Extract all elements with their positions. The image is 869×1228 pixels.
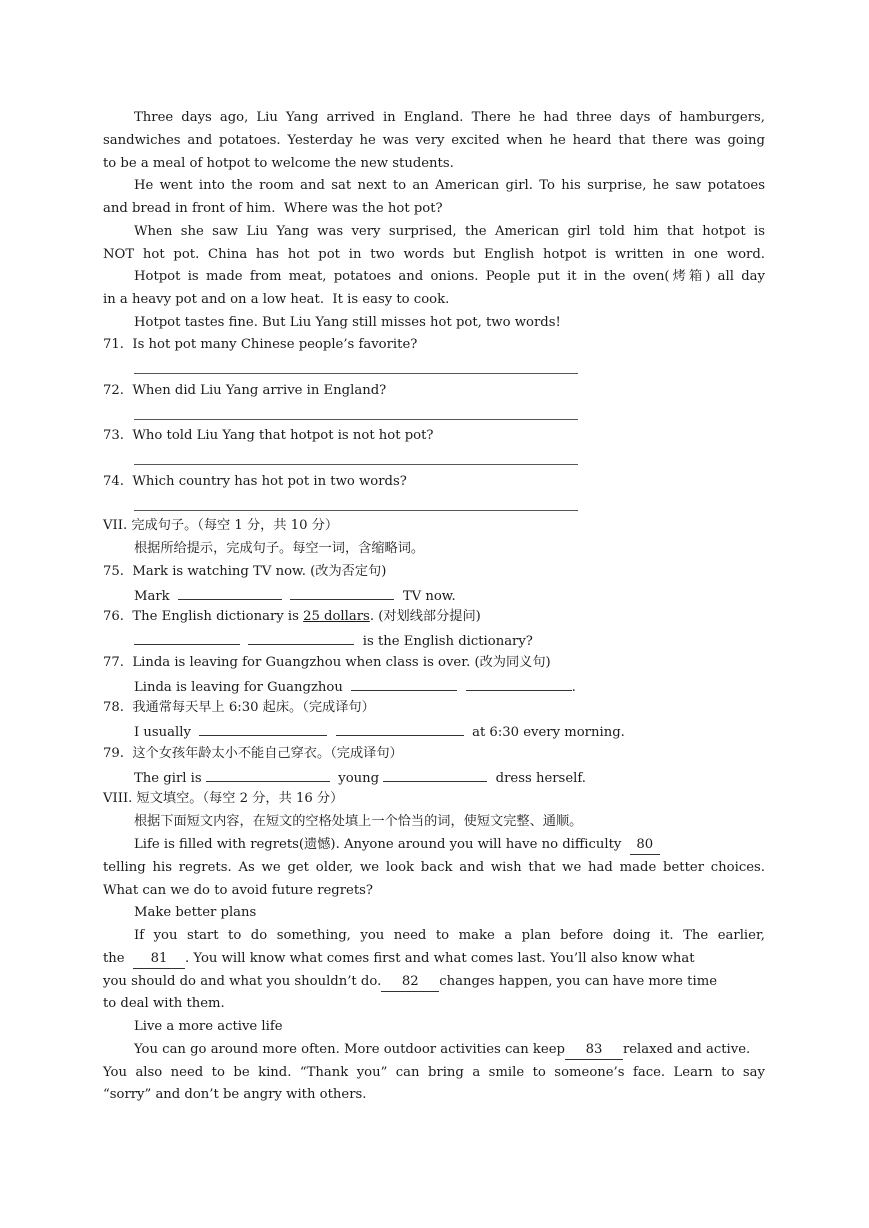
question-77: 77. Linda is leaving for Guangzhou when class is over. (改为同义句): [103, 655, 551, 670]
question-76: [103, 608, 481, 626]
blank-79-1[interactable]: [206, 768, 330, 782]
passage-line: Hotpot tastes fine. But Liu Yang still misses hot pot, two words!: [134, 315, 561, 330]
subheading: Live a more active life: [134, 1019, 283, 1034]
text: . (对划线部分提问): [369, 609, 481, 624]
question-78: 78. 我通常每天早上 6:30 起床。（完成译句）: [103, 700, 375, 715]
passage-line: NOT hot pot. China has hot pot in two words but English hotpot is written in one word.: [103, 247, 765, 262]
text: You can go around more often. More outdoor activities can keep: [134, 1042, 565, 1057]
question-76-answer: [134, 631, 533, 651]
text: young: [338, 771, 380, 786]
text: .: [571, 680, 576, 695]
text: Life is filled with regrets(遗憾). Anyone around you will have no difficulty: [134, 837, 622, 852]
passage-line: He went into the room and sat next to an American girl. To his surprise, he saw potatoes: [134, 178, 765, 193]
passage-line: sandwiches and potatoes. Yesterday he was very excited when he heard that there was going: [103, 133, 765, 148]
question-79-answer: [134, 768, 586, 788]
text: dress herself.: [495, 771, 586, 786]
blank-77-1[interactable]: [351, 677, 457, 691]
text: Mark: [134, 589, 170, 604]
blank-82[interactable]: 82: [381, 973, 439, 992]
cloze-line: If you start to do something, you need to make a plan before doing it. The earlier,: [134, 928, 765, 943]
answer-line-74[interactable]: [134, 510, 578, 511]
question-71: 71. Is hot pot many Chinese people’s favorite?: [103, 337, 418, 352]
answer-line-72[interactable]: [134, 419, 578, 420]
section-8-title: VIII. 短文填空。（每空 2 分，共 16 分）: [103, 791, 344, 806]
passage-line: Three days ago, Liu Yang arrived in England. There he had three days of hamburgers,: [134, 110, 765, 125]
blank-77-2[interactable]: [466, 677, 572, 691]
question-75: 75. Mark is watching TV now. (改为否定句): [103, 564, 387, 579]
blank-75-1[interactable]: [178, 586, 282, 600]
question-75-answer: [134, 586, 456, 606]
question-74: 74. Which country has hot pot in two words?: [103, 474, 407, 489]
cloze-line: What can we do to avoid future regrets?: [103, 883, 373, 898]
text: you should do and what you shouldn’t do.: [103, 974, 382, 989]
blank-76-1[interactable]: [134, 631, 240, 645]
subheading: Make better plans: [134, 905, 257, 920]
section-7-instruction: 根据所给提示，完成句子。每空一词，含缩略词。: [134, 541, 425, 556]
text: the: [103, 951, 125, 966]
text: changes happen, you can have more time: [439, 974, 718, 989]
answer-line-71[interactable]: [134, 373, 578, 374]
blank-81[interactable]: 81: [133, 950, 185, 969]
text: The girl is: [134, 771, 202, 786]
blank-78-1[interactable]: [199, 722, 327, 736]
text: is the English dictionary?: [362, 634, 533, 649]
cloze-line: to deal with them.: [103, 996, 225, 1011]
text: . You will know what comes first and what comes last. You’ll also know what: [185, 951, 695, 966]
section-7-title: VII. 完成句子。（每空 1 分，共 10 分）: [103, 518, 339, 533]
blank-75-2[interactable]: [290, 586, 394, 600]
question-73: 73. Who told Liu Yang that hotpot is not hot pot?: [103, 428, 434, 443]
blank-78-2[interactable]: [336, 722, 464, 736]
cloze-line: [103, 973, 717, 992]
text: I usually: [134, 725, 191, 740]
passage-line: and bread in front of him. Where was the hot pot?: [103, 201, 443, 216]
cloze-line: [134, 1041, 750, 1060]
answer-line-73[interactable]: [134, 464, 578, 465]
text: Linda is leaving for Guangzhou: [134, 680, 343, 695]
question-72: 72. When did Liu Yang arrive in England?: [103, 383, 387, 398]
text: TV now.: [402, 589, 456, 604]
cloze-line: “sorry” and don’t be angry with others.: [103, 1087, 367, 1102]
cloze-line: [134, 836, 765, 855]
text: at 6:30 every morning.: [472, 725, 625, 740]
blank-79-2[interactable]: [383, 768, 487, 782]
section-8-instruction: 根据下面短文内容，在短文的空格处填上一个恰当的词，使短文完整、通顺。: [134, 814, 583, 829]
question-79: 79. 这个女孩年龄太小不能自己穿衣。（完成译句）: [103, 746, 403, 761]
passage-line: Hotpot is made from meat, potatoes and onions. People put it in the oven(烤箱) all day: [134, 269, 765, 284]
blank-83[interactable]: 83: [565, 1041, 623, 1060]
underlined-text: 25 dollars: [303, 609, 370, 624]
text: 76. The English dictionary is: [103, 609, 304, 624]
question-78-answer: [134, 722, 625, 742]
blank-80[interactable]: 80: [630, 836, 660, 855]
cloze-line: telling his regrets. As we get older, we look back and wish that we had made better choices.: [103, 860, 765, 875]
text: relaxed and active.: [622, 1042, 751, 1057]
passage-line: to be a meal of hotpot to welcome the new students.: [103, 156, 454, 171]
passage-line: in a heavy pot and on a low heat. It is easy to cook.: [103, 292, 450, 307]
question-77-answer: [134, 677, 576, 697]
blank-76-2[interactable]: [248, 631, 354, 645]
cloze-line: You also need to be kind. “Thank you” can bring a smile to someone’s face. Learn to say: [103, 1065, 765, 1080]
passage-line: When she saw Liu Yang was very surprised, the American girl told him that hotpot is: [134, 224, 765, 239]
cloze-line: [103, 950, 695, 969]
